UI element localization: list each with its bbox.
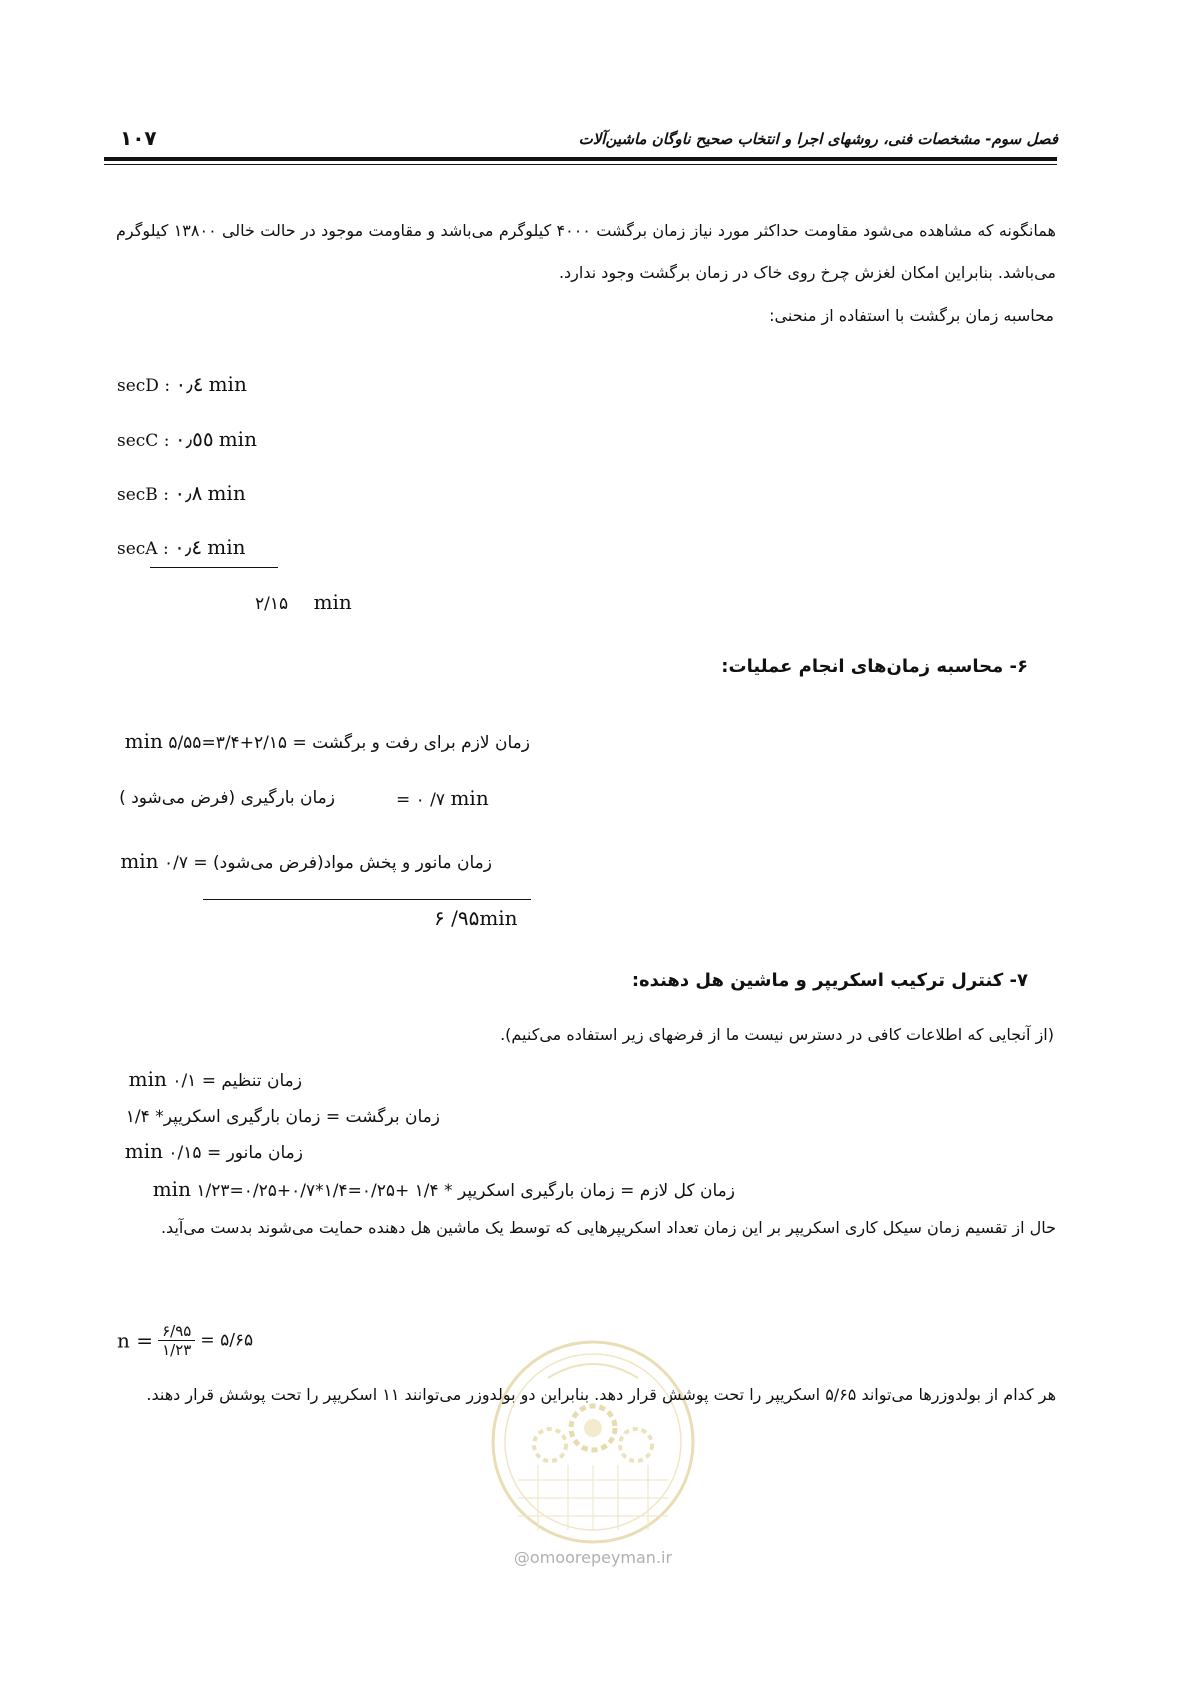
sec-row-d bbox=[117, 372, 247, 396]
running-title: فصل سوم- مشخصات فنی، روشهای اجرا و انتخاب صحیح ناوگان ماشین‌آلات bbox=[578, 130, 1058, 148]
sec-separator: : bbox=[157, 485, 175, 505]
setup-time bbox=[129, 1067, 302, 1091]
return-total-value: ۲/۱۵ bbox=[255, 594, 289, 614]
maneuver-spread-unit: min bbox=[120, 849, 159, 873]
setup-time-text: زمان تنظیم = ۰/۱ bbox=[172, 1071, 302, 1091]
sec-value: ۰٫٥٥ bbox=[174, 427, 214, 451]
sec-separator: : bbox=[157, 539, 175, 559]
return-total bbox=[255, 590, 352, 614]
assumption-note: (از آنجایی که اطلاعات کافی در دسترس نیست ما از فرضهای زیر استفاده می‌کنیم). bbox=[500, 1025, 1054, 1044]
formula-denominator: ۱/۲۳ bbox=[162, 1341, 192, 1359]
sec-row-c bbox=[117, 427, 257, 451]
formula-fraction bbox=[158, 1322, 195, 1359]
sec-row-a bbox=[117, 535, 245, 559]
watermark-url: @omoorepeyman.ir bbox=[513, 1548, 673, 1567]
formula-rhs: = ۵/۶۵ bbox=[200, 1330, 254, 1351]
watermark-logo bbox=[488, 1330, 698, 1560]
intro-curve-line: محاسبه زمان برگشت با استفاده از منحنی: bbox=[769, 306, 1054, 325]
pusher-return-time: زمان برگشت = زمان بارگیری اسکریپر* ۱/۴ bbox=[125, 1107, 440, 1127]
cycle-total: ۶ /۹۵min bbox=[434, 906, 518, 930]
section-6-sum-rule bbox=[203, 899, 531, 900]
formula-lhs: n = bbox=[117, 1328, 153, 1353]
loading-time-number: = ۰ /۷ bbox=[396, 790, 446, 810]
sec-value: ۰٫٤ bbox=[174, 535, 203, 559]
setup-time-unit: min bbox=[128, 1067, 167, 1091]
maneuver-spread-time bbox=[120, 849, 492, 873]
pusher-total-text: زمان کل لازم = زمان بارگیری اسکریپر * ۱/۴ +۰/۲۵=۱/۴*۰/۷+۰/۲۵=۱/۲۳ bbox=[196, 1181, 735, 1201]
return-total-unit: min bbox=[313, 590, 352, 614]
section-7-heading: ۷- کنترل ترکیب اسکریپر و ماشین هل دهنده: bbox=[631, 970, 1028, 991]
header-rule-thin bbox=[104, 164, 1057, 165]
sec-separator: : bbox=[158, 376, 176, 396]
page-number: ۱۰۷ bbox=[120, 126, 157, 150]
sec-unit: min bbox=[207, 481, 246, 505]
loading-time-unit: min bbox=[450, 786, 489, 810]
formula-numerator: ۶/۹۵ bbox=[158, 1322, 195, 1341]
pusher-maneuver-unit: min bbox=[124, 1139, 164, 1163]
sec-separator: : bbox=[158, 431, 175, 451]
pusher-maneuver-time bbox=[125, 1139, 303, 1163]
sec-label: secD bbox=[117, 376, 159, 396]
header-rule-thick bbox=[104, 157, 1057, 161]
loading-time-label: زمان بارگیری (فرض می‌شود ) bbox=[119, 788, 335, 808]
sec-unit: min bbox=[207, 535, 246, 559]
pusher-total-unit: min bbox=[152, 1177, 191, 1201]
round-trip-text: زمان لازم برای رفت و برگشت = ۲/۱۵+۳/۴=۵/۵۵ bbox=[168, 733, 530, 753]
round-trip-time bbox=[125, 729, 530, 753]
pusher-formula bbox=[117, 1322, 253, 1359]
sec-value: ۰٫۸ bbox=[174, 481, 203, 505]
section-6-heading: ۶- محاسبه زمان‌های انجام عملیات: bbox=[721, 656, 1028, 677]
division-paragraph: حال از تقسیم زمان سیکل کاری اسکریپر بر این زمان تعداد اسکریپرهایی که توسط یک ماشین هل دهنده حمایت می‌شوند بدست می‌آید. bbox=[160, 1218, 1056, 1237]
sec-value: ۰٫٤ bbox=[175, 372, 204, 396]
sec-label: secB bbox=[117, 485, 158, 505]
maneuver-spread-text: زمان مانور و پخش مواد(فرض می‌شود) = ۰/۷ bbox=[163, 853, 492, 873]
sum-rule bbox=[150, 567, 278, 568]
sec-label: secA bbox=[117, 539, 158, 559]
sec-unit: min bbox=[208, 372, 247, 396]
sec-row-b bbox=[117, 481, 246, 505]
sec-label: secC bbox=[117, 431, 159, 451]
intro-paragraph: همانگونه که مشاهده می‌شود مقاومت حداکثر مورد نیاز زمان برگشت ۴۰۰۰ کیلوگرم می‌باشد و مقاومت موجود در حالت خالی ۱۳۸۰۰ کیلوگرم می‌باشد. بنابراین امکان لغزش چرخ روی خاک در زمان برگشت وجود ندارد. bbox=[116, 221, 1056, 282]
loading-time-value bbox=[396, 786, 489, 810]
sec-unit: min bbox=[218, 427, 257, 451]
pusher-maneuver-text: زمان مانور = ۰/۱۵ bbox=[168, 1143, 303, 1163]
conclusion-paragraph: هر کدام از بولدوزرها می‌تواند ۵/۶۵ اسکریپر را تحت پوشش قرار دهد. بنابراین دو بولدوزر می‌توانند ۱۱ اسکریپر را تحت پوشش قرار دهند. bbox=[146, 1385, 1056, 1404]
round-trip-unit: min bbox=[124, 729, 163, 753]
pusher-total-time bbox=[153, 1177, 735, 1201]
